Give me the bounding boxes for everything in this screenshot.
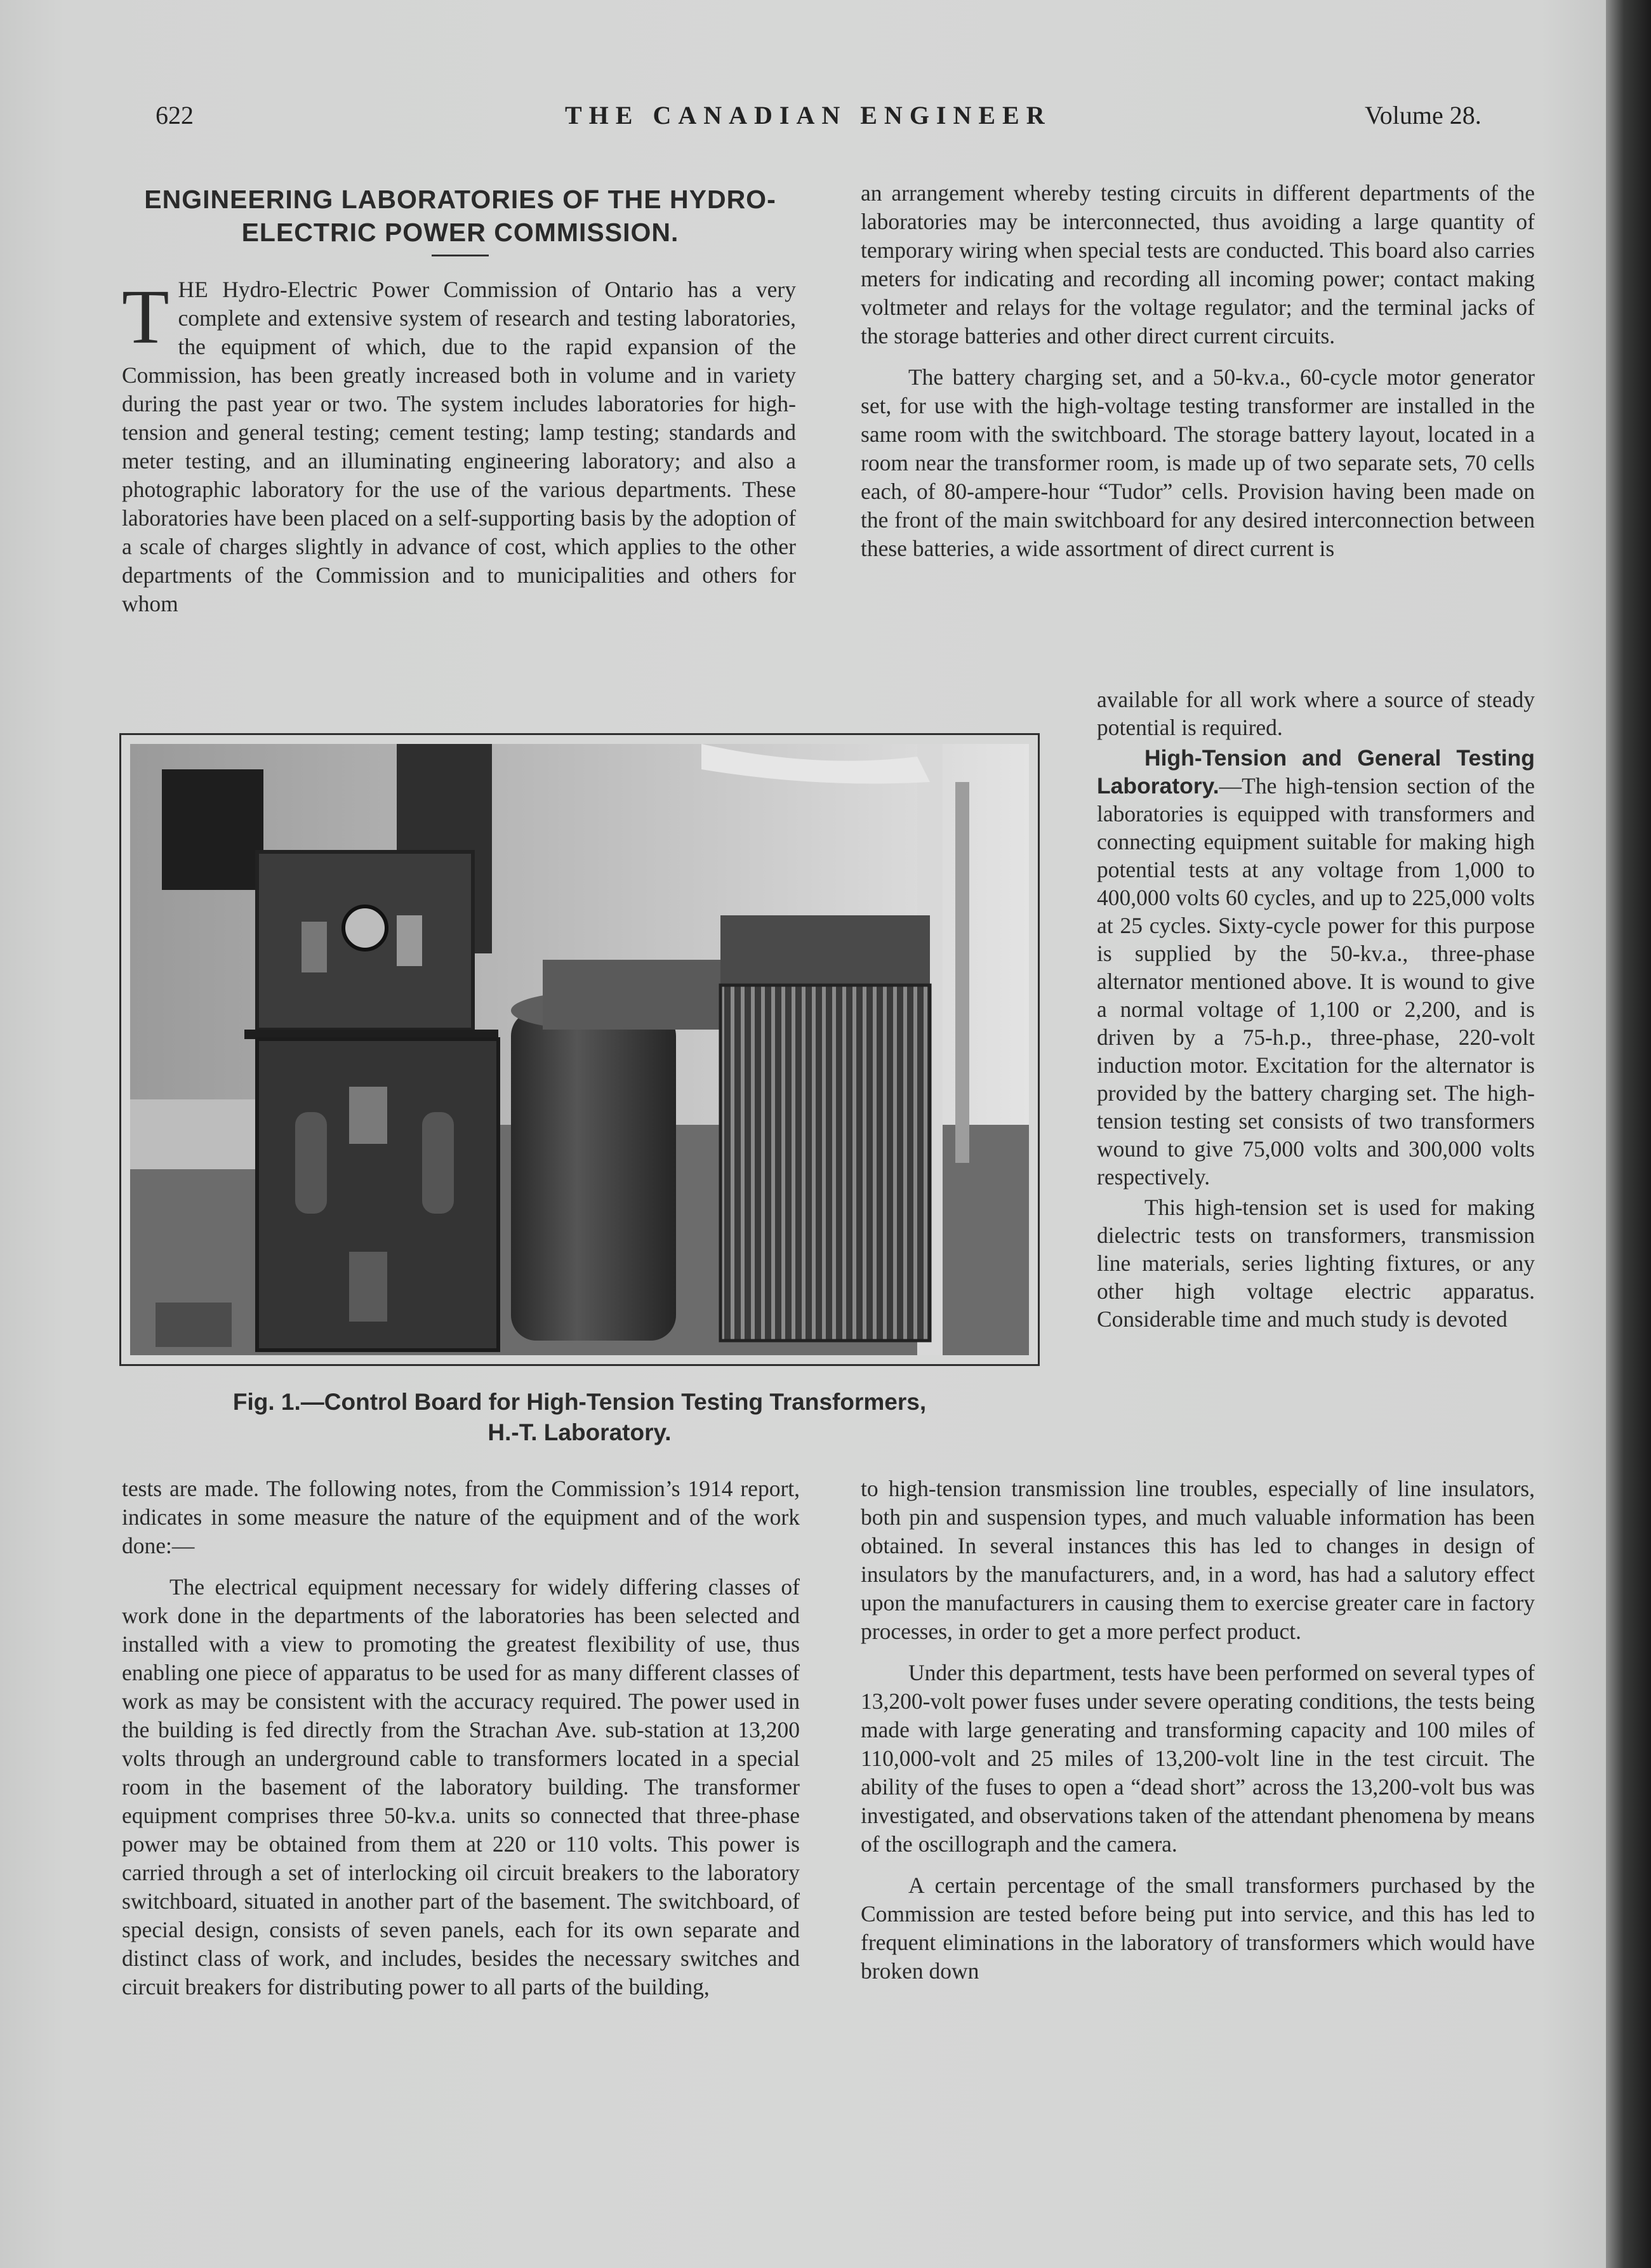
caption-line-2: H.-T. Laboratory. bbox=[487, 1419, 672, 1445]
drop-cap: T bbox=[122, 274, 169, 360]
figure-caption bbox=[119, 1387, 1040, 1448]
article-title-line-1: ENGINEERING LABORATORIES OF THE HYDRO- bbox=[144, 185, 776, 214]
paragraph-intro-cont: tests are made. The following notes, from the Commission’s 1914 report, indicates in some measure the nature of the equipment and of the work done:— bbox=[122, 1476, 800, 1558]
volume-label: Volume 28. bbox=[1365, 101, 1482, 129]
paragraph-small-transformers: A certain percentage of the small transformers purchased by the Commission are tested before being put into service, and this has led to frequent eliminations in the laboratory of transformers which would have broken down bbox=[861, 1873, 1535, 1984]
paragraph-switchboard-cont: an arrangement whereby testing circuits in different departments of the laboratories may be interconnected, thus avoiding a large quantity of temporary wiring when special tests are conducted. This board also carries meters for indicating and recording all incoming power; contact making voltmeter and relays for the voltage regulator; and the terminal jacks of the storage batteries and other direct current circuits. bbox=[861, 180, 1535, 348]
section-heading-high-tension: High-Tension and General Testing Laboratory. bbox=[1097, 745, 1535, 799]
left-column-top bbox=[122, 275, 796, 618]
paragraph-battery: The battery charging set, and a 50-kv.a., 60-cycle motor generator set, for use with the high-voltage testing transformer are installed in the same room with the switchboard. The storage battery layout, located in a room near the transformer room, is made up of two separate sets, 70 cells each, of 80-ampere-hour “Tudor” cells. Provision having been made on the front of the main switchboard for any desired interconnection between these batteries, a wide assortment of direct current is bbox=[861, 364, 1535, 561]
figure-frame bbox=[119, 733, 1040, 1366]
paragraph-dielectric-cont: to high-tension transmission line troubles, especially of line insulators, both pin and suspension types, and much valuable information has been obtained. In several instances this has led to changes in design of insulators by the manufacturers, and, in a word, has had a salutory effect upon the manufacturers in causing them to exercise greater care in factory processes, in order to get a more perfect product. bbox=[861, 1476, 1535, 1644]
intro-text: HE Hydro-Electric Power Commission of Ontario has a very complete and extensive system of research and testing laboratories, the equipment of which, due to the rapid expansion of the Commission, has been greatly increased both in volume and in variety during the past year or two. The system includes laboratories for high-tension and general testing; cement testing; lamp testing; standards and meter testing, and an illuminating engineering laboratory; and also a photographic laboratory for the use of the various departments. These laboratories have been placed on a self-supporting basis by the adoption of a scale of charges slightly in advance of cost, which applies to the other departments of the Commission and to municipalities and others for whom bbox=[122, 277, 796, 616]
paragraph-fuses: Under this department, tests have been performed on several types of 13,200-volt power fuses under severe operating conditions, the tests being made with large generating and transforming capacity and 100 miles of 110,000-volt and 25 miles of 13,200-volt line in the test circuit. The ability of the fuses to open a “dead short” across the 13,200-volt bus was investigated, and observations taken of the attendant phenomena by means of the oscillograph and the camera. bbox=[861, 1660, 1535, 1857]
paragraph-high-tension bbox=[1097, 744, 1535, 1191]
left-column-bottom bbox=[122, 1475, 800, 2001]
caption-line-1: Fig. 1.—Control Board for High-Tension Testing Transformers, bbox=[232, 1389, 927, 1415]
paragraph-battery-cont: available for all work where a source of steady potential is required. bbox=[1097, 687, 1535, 740]
article-title bbox=[121, 183, 800, 249]
paragraph-dielectric: This high-tension set is used for making dielectric tests on transformers, transmission line materials, series lighting fixtures, or any other high voltage electric apparatus. Considerable time and much study is devoted bbox=[1097, 1195, 1535, 1332]
paragraph-intro bbox=[122, 275, 796, 618]
high-tension-body: —The high-tension section of the laboratories is equipped with transformers and connecting equipment suitable for making high potential tests at any voltage from 1,000 to 400,000 volts 60 cycles, and up to 225,000 volts at 25 cycles. Sixty-cycle power for this purpose is supplied by the 50-kv.a., three-phase alternator mentioned above. It is wound to give a normal voltage of 1,100 or 2,200, and is driven by a 75-h.p., three-phase, 220-volt induction motor. Excitation for the alternator is provided by the battery charging set. The high-tension testing set consists of two transformers wound to give 75,000 volts and 300,000 volts respectively. bbox=[1097, 773, 1535, 1190]
journal-title: THE CANADIAN ENGINEER bbox=[565, 101, 1052, 129]
article-title-line-2: ELECTRIC POWER COMMISSION. bbox=[241, 218, 679, 247]
title-rule bbox=[432, 255, 489, 256]
control-board-photo bbox=[130, 744, 1029, 1355]
right-column-top bbox=[861, 179, 1535, 563]
paragraph-electrical-equipment: The electrical equipment necessary for widely differing classes of work done in the departments of the laboratories has been selected and installed with a view to promoting the greatest flexibility of use, thus enabling one piece of apparatus to be used for as many different classes of work as may be consistent with the accuracy required. The power used in the building is fed directly from the Strachan Ave. sub-station at 13,200 volts through an underground cable to transformers located in a special room in the basement of the laboratory building. The transformer equipment comprises three 50-kv.a. units so connected that three-phase power may be obtained from them at 220 or 110 volts. This power is carried through a set of interlocking oil circuit breakers to the laboratory switchboard, situated in another part of the basement. The switchboard, of special design, consists of seven panels, each for its own separate and distinct class of work, and includes, besides the necessary switches and circuit breakers for distributing power to all parts of the building, bbox=[122, 1574, 800, 1999]
page-number: 622 bbox=[156, 101, 194, 129]
right-column-bottom bbox=[861, 1475, 1535, 1986]
right-column-narrow bbox=[1097, 686, 1535, 1333]
book-spine-edge bbox=[1606, 0, 1651, 2268]
